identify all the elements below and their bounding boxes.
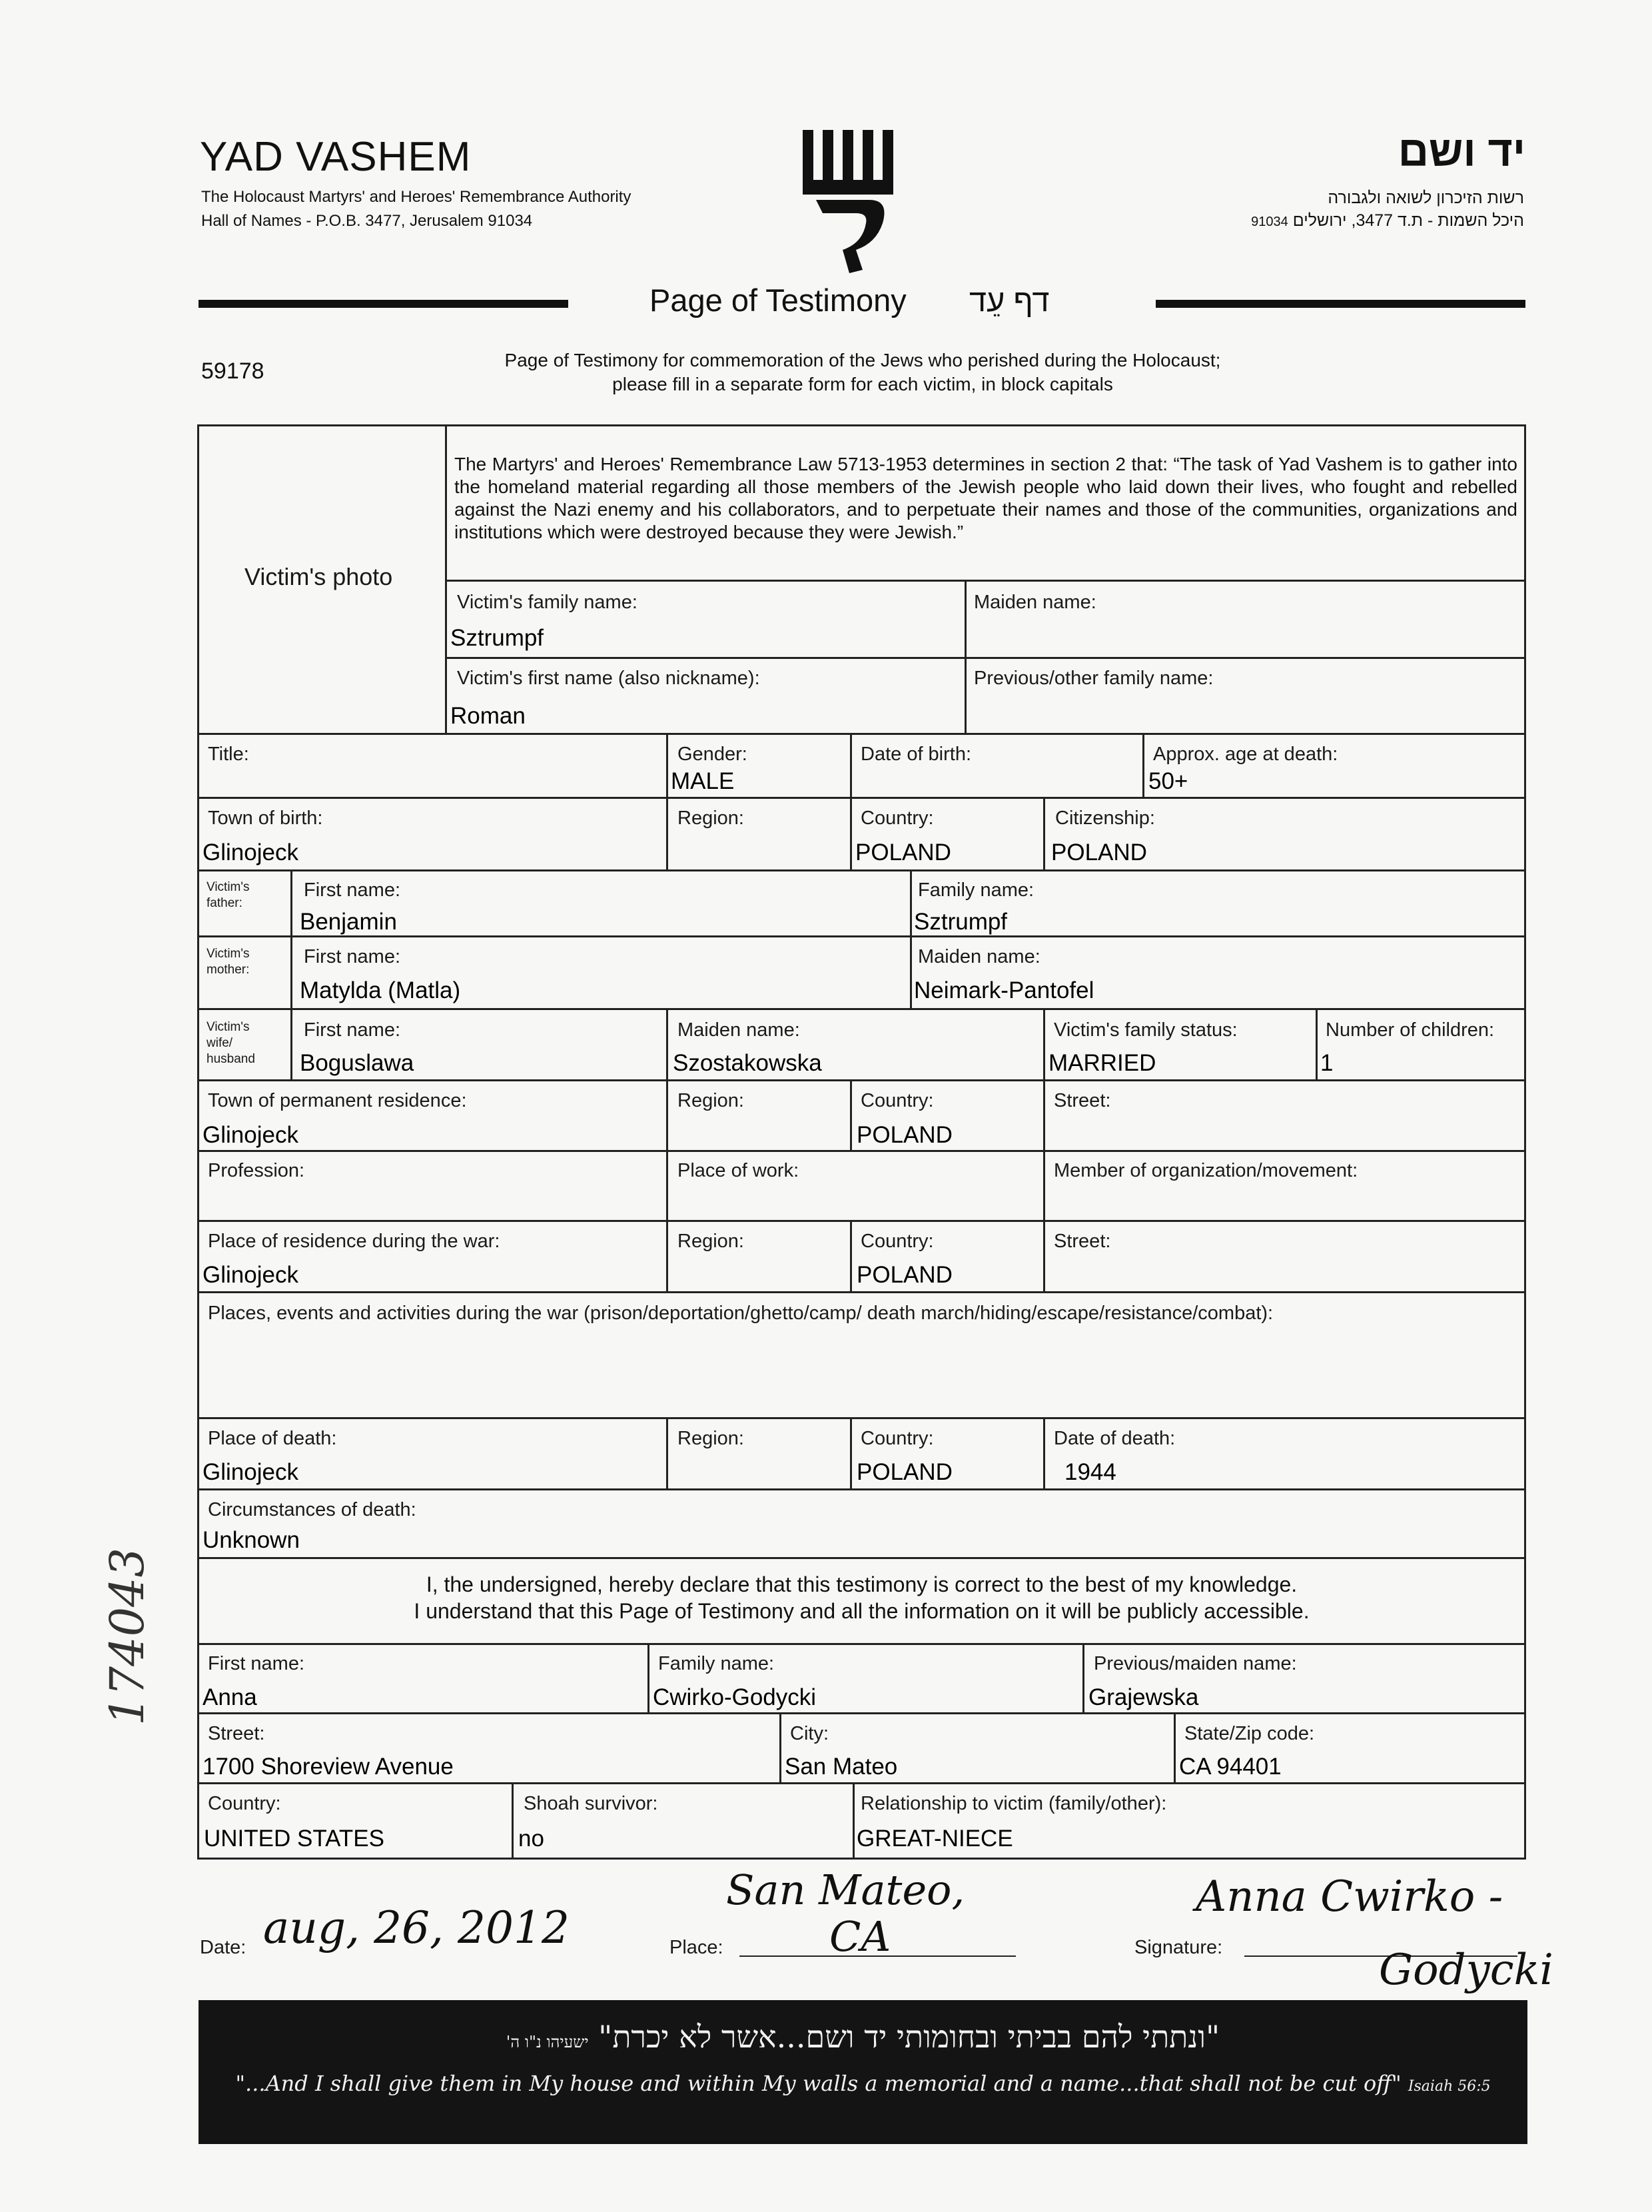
dob-label: Date of birth: <box>861 744 972 765</box>
submitter-country-value: UNITED STATES <box>204 1826 384 1852</box>
town-of-birth-label: Town of birth: <box>208 808 323 829</box>
war-street-label: Street: <box>1054 1231 1111 1252</box>
birth-country-value: POLAND <box>855 839 951 865</box>
war-country-label: Country: <box>861 1231 934 1252</box>
father-family-name-label: Family name: <box>918 879 1034 901</box>
submitter-family-name-label: Family name: <box>658 1653 775 1674</box>
town-of-birth-value: Glinojeck <box>203 839 298 865</box>
permanent-region-label: Region: <box>677 1090 744 1111</box>
member-org-label: Member of organization/movement: <box>1054 1160 1358 1181</box>
approx-age-label: Approx. age at death: <box>1153 744 1338 765</box>
war-residence-value: Glinojeck <box>203 1262 298 1288</box>
submitter-city-value: San Mateo <box>785 1754 898 1780</box>
spouse-first-name-label: First name: <box>304 1019 401 1041</box>
gender-label: Gender: <box>677 744 747 765</box>
org-line-2: Hall of Names - P.O.B. 3477, Jerusalem 91034 <box>201 212 533 230</box>
submitter-state-label: State/Zip code: <box>1184 1723 1315 1744</box>
title-label: Title: <box>208 744 249 765</box>
birth-country-label: Country: <box>861 808 934 829</box>
footer-english-quote: "...And I shall give them in My house and within My walls a memorial and a name...that shall not be cut off" <box>235 2071 1402 2096</box>
maiden-name-label: Maiden name: <box>974 592 1096 613</box>
permanent-town-value: Glinojeck <box>203 1122 298 1148</box>
footer-hebrew-ref: ישעיהו נ"ו ה' <box>506 2033 589 2051</box>
footer-banner <box>199 2000 1527 2144</box>
submitter-family-name-value: Cwirko-Godycki <box>653 1684 817 1710</box>
submitter-country-label: Country: <box>208 1793 281 1814</box>
profession-label: Profession: <box>208 1160 305 1181</box>
submitter-street-label: Street: <box>208 1723 265 1744</box>
place-label: Place: <box>669 1937 723 1958</box>
date-of-death-value: 1944 <box>1064 1459 1116 1485</box>
circumstances-label: Circumstances of death: <box>208 1499 416 1520</box>
father-first-name-label: First name: <box>304 879 401 901</box>
family-status-label: Victim's family status: <box>1054 1019 1238 1041</box>
family-name-value: Sztrumpf <box>450 625 544 651</box>
first-name-nick-label: Victim's first name (also nickname): <box>457 668 760 689</box>
death-region-label: Region: <box>677 1428 744 1449</box>
form-title: Page of Testimony <box>649 282 907 318</box>
org-line-1: The Holocaust Martyrs' and Heroes' Remembrance Authority <box>201 188 631 206</box>
date-handwritten: aug, 26, 2012 <box>263 1902 570 1953</box>
victims-father-label: Victim's father: <box>206 880 250 910</box>
hebrew-org-line-2 <box>1251 211 1524 231</box>
submitter-street-value: 1700 Shoreview Avenue <box>203 1754 454 1780</box>
submitter-state-value: CA 94401 <box>1179 1754 1282 1780</box>
yad-vashem-logo <box>796 117 909 276</box>
victims-mother-label: Victim's mother: <box>206 947 250 977</box>
citizenship-value: POLAND <box>1051 839 1147 865</box>
place-of-work-label: Place of work: <box>677 1160 799 1181</box>
date-of-death-label: Date of death: <box>1054 1428 1176 1449</box>
children-label: Number of children: <box>1326 1019 1495 1041</box>
birth-region-label: Region: <box>677 808 744 829</box>
submitter-first-name-value: Anna <box>203 1684 257 1710</box>
hebrew-zip: 91034 <box>1251 215 1288 229</box>
submitter-first-name-label: First name: <box>208 1653 305 1674</box>
approx-age-value: 50+ <box>1148 768 1188 794</box>
place-handwritten-1: San Mateo, <box>726 1866 965 1914</box>
instructions-2: please fill in a separate form for each victim, in block capitals <box>612 374 1113 394</box>
relationship-label: Relationship to victim (family/other): <box>861 1793 1167 1814</box>
family-status-value: MARRIED <box>1048 1050 1156 1076</box>
mother-first-name-label: First name: <box>304 946 401 967</box>
circumstances-value: Unknown <box>203 1527 300 1553</box>
death-country-value: POLAND <box>857 1459 953 1485</box>
relationship-value: GREAT-NIECE <box>857 1826 1013 1852</box>
instructions-1: Page of Testimony for commemoration of the Jews who perished during the Holocaust; <box>504 350 1221 370</box>
shoah-survivor-value: no <box>518 1826 544 1852</box>
form-title-hebrew: דף עֵד <box>969 282 1050 318</box>
footer-english-row <box>199 2071 1527 2096</box>
war-residence-label: Place of residence during the war: <box>208 1231 500 1252</box>
permanent-street-label: Street: <box>1054 1090 1111 1111</box>
margin-number: 174043 <box>100 1547 155 1726</box>
father-family-name-value: Sztrumpf <box>914 909 1008 935</box>
mother-maiden-name-value: Neimark-Pantofel <box>914 977 1094 1003</box>
first-name-value: Roman <box>450 703 526 729</box>
title-rule-right <box>1156 300 1525 308</box>
gender-value: MALE <box>671 768 735 794</box>
declaration-1: I, the undersigned, hereby declare that this testimony is correct to the best of my knowledge. <box>426 1572 1298 1596</box>
citizenship-label: Citizenship: <box>1055 808 1155 829</box>
hebrew-org-name: יד ושם <box>1398 127 1525 175</box>
signature-handwritten-1: Anna Cwirko - <box>1196 1872 1503 1922</box>
victims-photo-label: Victim's photo <box>244 563 393 590</box>
mother-first-name-value: Matylda (Matla) <box>300 977 461 1003</box>
victims-spouse-label: Victim's wife/ husband <box>206 1020 255 1066</box>
permanent-town-label: Town of permanent residence: <box>208 1090 467 1111</box>
place-handwritten-2: CA <box>829 1912 891 1961</box>
submitter-maiden-value: Grajewska <box>1088 1684 1199 1710</box>
signature-label: Signature: <box>1134 1937 1223 1958</box>
spouse-first-name-value: Boguslawa <box>300 1050 414 1076</box>
place-of-death-label: Place of death: <box>208 1428 337 1449</box>
permanent-country-label: Country: <box>861 1090 934 1111</box>
date-label: Date: <box>200 1937 246 1958</box>
footer-english-ref: Isaiah 56:5 <box>1408 2078 1491 2095</box>
submitter-maiden-label: Previous/maiden name: <box>1094 1653 1297 1674</box>
hebrew-address: היכל השמות - ת.ד 3477, ירושלים <box>1292 211 1524 230</box>
submitter-city-label: City: <box>790 1723 829 1744</box>
place-of-death-value: Glinojeck <box>203 1459 298 1485</box>
war-region-label: Region: <box>677 1231 744 1252</box>
declaration-2: I understand that this Page of Testimony and all the information on it will be publicly accessible. <box>414 1599 1310 1623</box>
permanent-country-value: POLAND <box>857 1122 953 1148</box>
shoah-survivor-label: Shoah survivor: <box>524 1793 658 1814</box>
title-rule-left <box>199 300 568 308</box>
record-number: 59178 <box>201 358 264 384</box>
spouse-maiden-name-label: Maiden name: <box>677 1019 800 1041</box>
previous-family-name-label: Previous/other family name: <box>974 668 1214 689</box>
footer-hebrew-quote: "ונתתי להם בביתי ובחומותי יד ושם...אשר לא יכרת" <box>598 2019 1220 2055</box>
signature-handwritten-2: Godycki <box>1379 1945 1553 1995</box>
places-events-label: Places, events and activities during the war (prison/deportation/ghetto/camp/ death march/hiding/escape/resistance/combat): <box>208 1303 1274 1324</box>
law-text: The Martyrs' and Heroes' Remembrance Law 5713-1953 determines in section 2 that: “The task of Yad Vashem is to gather into the homeland material regarding all those members of the Jewish people who laid down their lives, who fought and rebelled against the Nazi enemy and his collaborators, and to perpetuate their names and those of the communities, organizations and institutions which were destroyed because they were Jewish.” <box>454 454 1517 542</box>
mother-maiden-name-label: Maiden name: <box>918 946 1040 967</box>
children-value: 1 <box>1320 1050 1334 1076</box>
hebrew-org-line-1: רשות הזיכרון לשואה ולגבורה <box>1328 189 1524 207</box>
spouse-maiden-name-value: Szostakowska <box>673 1050 822 1076</box>
war-country-value: POLAND <box>857 1262 953 1288</box>
org-name: YAD VASHEM <box>200 134 472 180</box>
family-name-label: Victim's family name: <box>457 592 637 613</box>
death-country-label: Country: <box>861 1428 934 1449</box>
father-first-name-value: Benjamin <box>300 909 397 935</box>
footer-hebrew-row <box>199 2019 1527 2055</box>
